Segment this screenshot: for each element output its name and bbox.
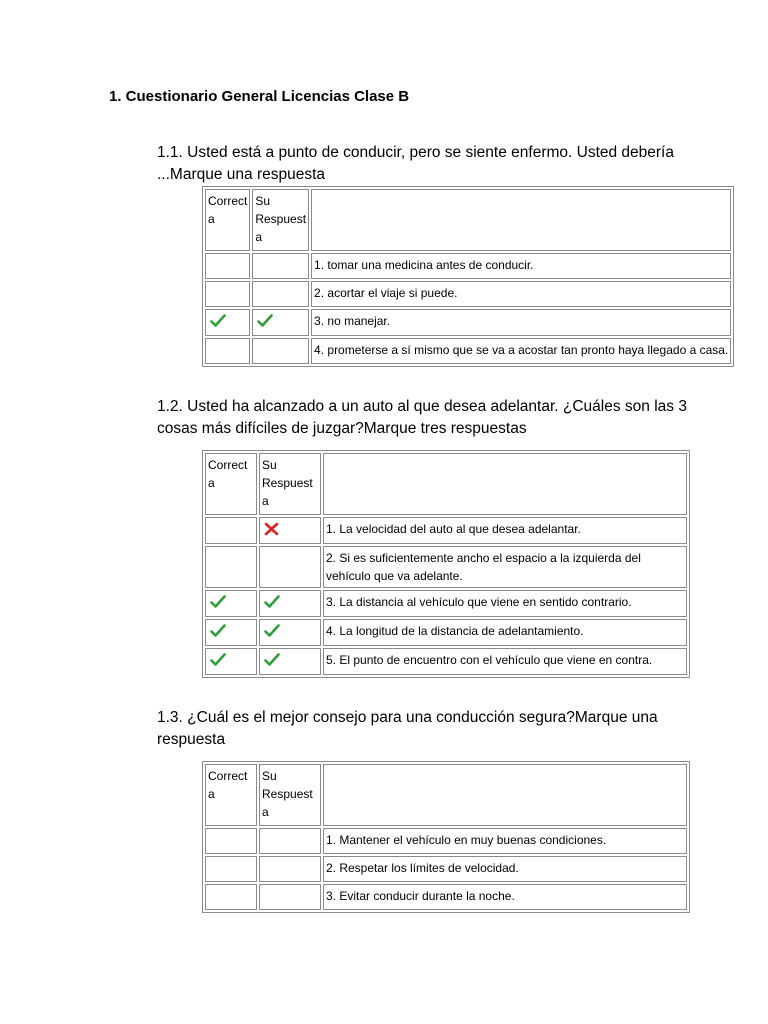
check-icon	[264, 595, 280, 609]
answer-cell	[259, 884, 321, 910]
answer-cell	[259, 590, 321, 617]
answer-cell	[252, 309, 309, 336]
answer-table-1-2	[202, 450, 690, 678]
answer-cell	[259, 828, 321, 854]
correct-cell	[205, 253, 250, 279]
answer-cell	[252, 338, 309, 364]
correct-cell	[205, 856, 257, 882]
header-answer: Su Respuest a	[252, 189, 309, 251]
option-text: 1. Mantener el vehículo en muy buenas condiciones.	[323, 828, 687, 854]
question-1-2: 1.2. Usted ha alcanzado a un auto al que desea adelantar. ¿Cuáles son las 3 cosas más difíciles de juzgar?Marque tres respuestas	[157, 398, 687, 437]
option-text: 2. Respetar los límites de velocidad.	[323, 856, 687, 882]
option-text: 3. La distancia al vehículo que viene en sentido contrario.	[323, 590, 687, 617]
answer-cell	[259, 648, 321, 675]
header-correct: Correct a	[205, 189, 250, 251]
header-answer: Su Respuest a	[259, 453, 321, 515]
option-text: 4. prometerse a sí mismo que se va a acostar tan pronto haya llegado a casa.	[311, 338, 731, 364]
question-1-3: 1.3. ¿Cuál es el mejor consejo para una conducción segura?Marque una respuesta	[157, 709, 658, 748]
header-blank	[323, 764, 687, 826]
check-icon	[210, 653, 226, 667]
answer-cell	[259, 856, 321, 882]
check-icon	[264, 653, 280, 667]
answer-cell	[252, 253, 309, 279]
answer-cell	[259, 619, 321, 646]
correct-cell	[205, 648, 257, 675]
header-answer: Su Respuest a	[259, 764, 321, 826]
correct-cell	[205, 517, 257, 544]
option-text: 1. tomar una medicina antes de conducir.	[311, 253, 731, 279]
correct-cell	[205, 546, 257, 588]
correct-cell	[205, 828, 257, 854]
header-correct: Correct a	[205, 453, 257, 515]
option-text: 3. Evitar conducir durante la noche.	[323, 884, 687, 910]
header-blank	[311, 189, 731, 251]
correct-cell	[205, 884, 257, 910]
option-text: 2. acortar el viaje si puede.	[311, 281, 731, 307]
correct-cell	[205, 590, 257, 617]
answer-cell	[252, 281, 309, 307]
option-text: 5. El punto de encuentro con el vehículo que viene en contra.	[323, 648, 687, 675]
check-icon	[210, 314, 226, 328]
cross-icon	[264, 522, 280, 536]
document-title: 1. Cuestionario General Licencias Clase B	[109, 88, 410, 105]
option-text: 3. no manejar.	[311, 309, 731, 336]
answer-table-1-3	[202, 761, 690, 913]
header-blank	[323, 453, 687, 515]
correct-cell	[205, 619, 257, 646]
answer-cell	[259, 546, 321, 588]
check-icon	[210, 595, 226, 609]
option-text: 2. Si es suficientemente ancho el espacio a la izquierda del vehículo que va adelante.	[323, 546, 687, 588]
correct-cell	[205, 281, 250, 307]
answer-table-1-1	[202, 186, 734, 367]
check-icon	[257, 314, 273, 328]
check-icon	[210, 624, 226, 638]
answer-cell	[259, 517, 321, 544]
option-text: 4. La longitud de la distancia de adelantamiento.	[323, 619, 687, 646]
correct-cell	[205, 309, 250, 336]
check-icon	[264, 624, 280, 638]
option-text: 1. La velocidad del auto al que desea adelantar.	[323, 517, 687, 544]
header-correct: Correct a	[205, 764, 257, 826]
question-1-1: 1.1. Usted está a punto de conducir, pero se siente enfermo. Usted debería ...Marque una respuesta	[157, 144, 674, 183]
correct-cell	[205, 338, 250, 364]
